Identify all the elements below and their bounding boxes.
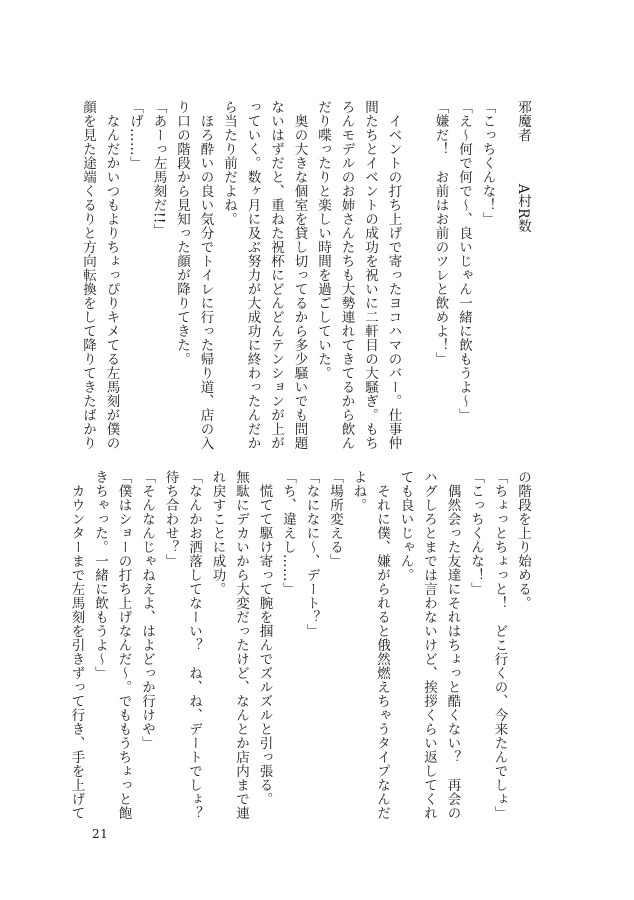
page-number: 21 [92, 827, 109, 841]
text-line: 「なになに～、デート？」 [303, 470, 320, 638]
text-line: っていく。数ヶ月に及ぶ努力が大成功に終わったんだか [244, 100, 261, 450]
text-line: 「こっちくんな！」 [479, 100, 496, 226]
text-line: 「僕はショーの打ち上げなんだ～。でももうちょっと飽 [115, 470, 132, 820]
text-line: 「あーっ左馬刻だ!!」 [150, 100, 167, 238]
text-line: 偶然会った友達にそれはちょっと酷くない？ 再会の [444, 470, 461, 820]
text-line: 「場所変える」 [327, 470, 343, 568]
story-title: 邪魔者 [515, 100, 531, 142]
text-line: だり喋ったりと楽しい時間を過ごしていた。 [315, 100, 331, 380]
lower-text-block [68, 470, 534, 820]
text-line: 「嫌だ！ お前はお前のツレと飲めよ！」 [432, 100, 449, 366]
text-line: 「げ……」 [127, 100, 143, 170]
text-line: ら当たり前だよね。 [221, 100, 237, 226]
text-line: 「こっちくんな！」 [468, 470, 484, 596]
text-line: カウンターまで左馬刻を引きずって行き、手を上げて [68, 470, 85, 820]
text-line: ほろ酔いの良い気分でトイレに行った帰り道、店の入 [197, 100, 214, 450]
text-line: それに僕、嫌がられると俄然燃えちゃうタイプなんだ [374, 470, 390, 820]
text-line: よね。 [350, 470, 367, 512]
text-line: 間たちとイベントの成功を祝いに二軒目の大騒ぎ。もち [362, 100, 378, 450]
text-line: ても良いじゃん。 [397, 470, 414, 582]
text-line: なんだかいつもよりちょっぴりキメてる左馬刻が僕の [103, 100, 120, 450]
text-line: れ戻すことに成功。 [209, 470, 226, 596]
text-line: 「そんなんじゃねえよ、はよどっか行けや」 [139, 470, 155, 750]
text-line: 「ち、違えし……」 [280, 470, 296, 596]
text-line: 奥の大きな個室を貸し切ってるから多少騒いでも問題 [291, 100, 308, 450]
text-line: 慌てて駆け寄って腕を掴んでズルズルと引っ張る。 [256, 470, 273, 806]
text-line: ろんモデルのお姉さんたちも大勢連れてきてるから飲ん [338, 100, 355, 450]
text-line: きちゃった。一緒に飲もうよ～」 [92, 470, 108, 680]
blank-line [405, 100, 429, 450]
text-line: り口の階段から見知った顔が降りてきた。 [174, 100, 190, 366]
title-line [511, 100, 535, 450]
upper-text-block [80, 100, 534, 450]
text-line: イベントの打ち上げで寄ったヨコハマのバー。仕事仲 [385, 100, 402, 450]
text-line: 「ちょっとちょっと！ どこ行くの、今来たんでしょ」 [491, 470, 508, 820]
text-line: 待ち合わせ？」 [162, 470, 179, 568]
text-line: 無駄にデカいから大変だったけど、なんとか店内まで連 [233, 470, 249, 820]
text-line: ハグしろとまでは言わないけど、挨拶くらい返してくれ [421, 470, 437, 820]
text-line: の階段を上り始める。 [515, 470, 531, 610]
text-line: 「え～何で何で～、良いじゃん一緒に飲もうよ～」 [456, 100, 472, 422]
text-line: 「なんかお洒落してなーい？ ね、ね、デートでしょ？ [186, 470, 202, 820]
text-line: ないはずだと、重ねた祝杯にどんどんテンションが上が [268, 100, 284, 450]
author-name: A村R数 [515, 184, 531, 233]
text-line: 顔を見た途端くるりと方向転換をして降りてきたばかり [80, 100, 96, 450]
